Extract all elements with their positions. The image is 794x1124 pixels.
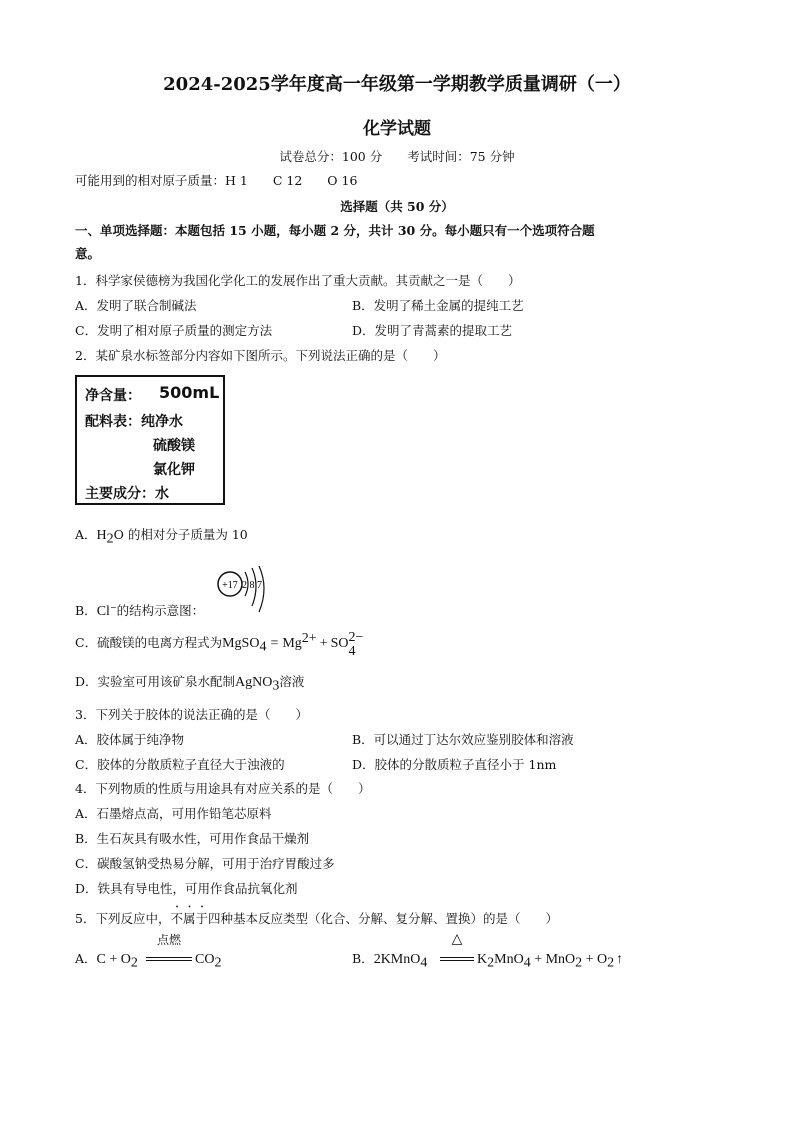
q5-option-a: A．$C + O_2$ [75,951,138,971]
q2-option-a: A．$H_2O$ 的相对分子质量为 10 [75,527,248,547]
q5a-condition: 点燃 [156,933,181,947]
q5b-equals [440,957,474,961]
exam-title: 2024-2025学年度高一年级第一学期教学质量调研（一） [163,74,631,95]
mineral-water-label [75,375,225,505]
q1-option-d: D．发明了青蒿素的提取工艺 [352,323,513,338]
q1-option-a: A．发明了联合制碱法 [75,298,197,313]
q3-option-c: C．胶体的分散质粒子直径大于浊液的 [75,757,285,772]
part1-instructions: 一、单项选择题：本题包括 15 小题，每小题 2 分，共计 30 分。每小题只有一个选项符合题 [75,223,595,238]
part1-instructions-cont: 意。 [75,246,101,261]
section-heading: 选择题（共 50 分） [340,199,454,214]
q4-stem: 4．下列物质的性质与用途具有对应关系的是（ ） [75,781,371,796]
q4-option-c: C．碳酸氢钠受热易分解，可用于治疗胃酸过多 [75,856,335,871]
q5-stem: 5．下列反应中，不属于四种基本反应类型（化合、分解、复分解、置换）的是（ ） [75,911,558,926]
q5b-condition: △ [451,931,463,947]
nucleus-charge: +17 [222,580,238,591]
q3-option-b: B．可以通过丁达尔效应鉴别胶体和溶液 [352,732,574,747]
label-main-component: 主要成分：水 [85,486,169,502]
atomic-mass-note: 可能用到的相对原子质量：H 1 C 12 O 16 [75,173,358,188]
q2-option-b: B．Cl−的结构示意图： [75,603,205,620]
exam-info: 试卷总分：100 分 考试时间：75 分钟 [279,149,515,164]
q5-option-a-product: $CO_2$ [195,952,222,971]
label-ingredient-2: 硫酸镁 [153,438,195,454]
q5-option-b: B．2KMnO$_4$ [352,951,428,971]
q5a-equals [146,957,192,961]
q4-option-d: D．铁具有导电性，可用作食品抗氧化剂 [75,881,298,896]
q1-option-c: C．发明了相对原子质量的测定方法 [75,323,273,338]
q5-emphasis: 不属于 [170,911,208,926]
label-ingredient-3: 氯化钾 [153,462,195,478]
label-volume: 500mL [159,383,220,402]
q2-stem: 2．某矿泉水标签部分内容如下图所示。下列说法正确的是（ ） [75,348,446,363]
label-net-content: 净含量： [85,388,141,404]
q3-option-a: A．胶体属于纯净物 [75,732,185,747]
label-ingredients: 配料表：纯净水 [85,414,183,430]
q2-option-d: D．实验室可用该矿泉水配制AgNO$_3$溶液 [75,674,305,694]
q4-option-a: A．石墨熔点高，可用作铅笔芯原料 [75,806,272,821]
q2-option-c: C．硫酸镁的电离方程式为MgSO$_4$ = $Mg^{2+}$ + SO 2− 4 [75,630,364,660]
subject-title: 化学试题 [363,119,431,139]
q5-option-b-products: $K_2MnO_4 + MnO_2 + O_2$ ↑ [477,952,624,971]
q3-option-d: D．胶体的分散质粒子直径小于 1nm [352,757,557,772]
chloride-structure-diagram [215,566,271,614]
q3-stem: 3．下列关于胶体的说法正确的是（ ） [75,707,308,722]
q1-stem: 1．科学家侯德榜为我国化学化工的发展作出了重大贡献。其贡献之一是（ ） [75,273,521,288]
q1-option-b: B．发明了稀土金属的提纯工艺 [352,298,524,313]
q4-option-b: B．生石灰具有吸水性，可用作食品干燥剂 [75,831,310,846]
electron-shells: 2 8 7 [242,580,262,591]
